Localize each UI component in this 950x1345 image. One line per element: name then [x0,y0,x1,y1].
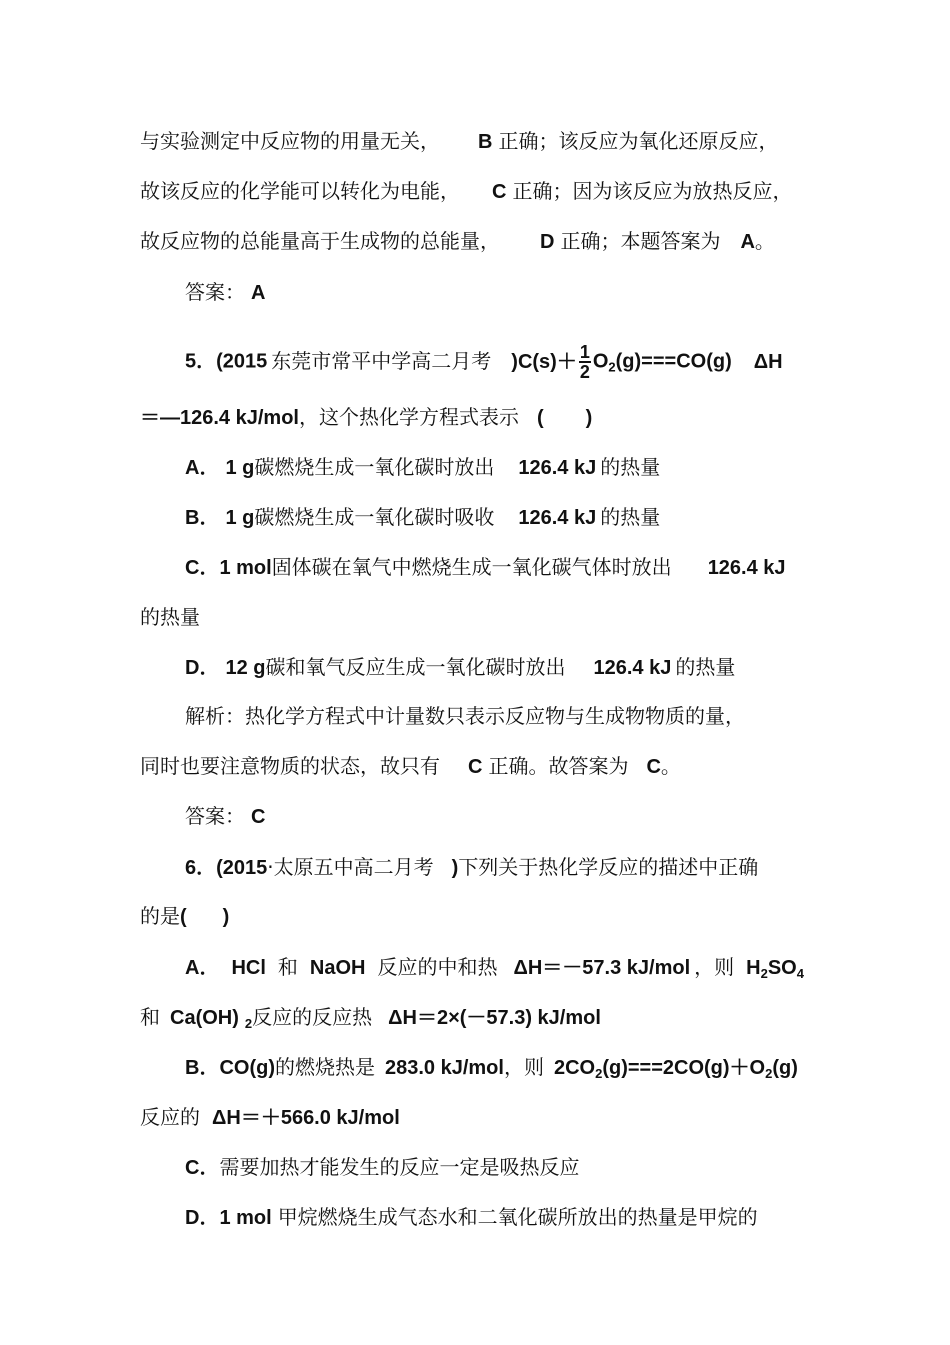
question-5-explanation-cont: 同时也要注意物质的状态，故只有 C 正确。故答案为 C。 [140,754,681,778]
question-6-option-a-cont: 和 Ca(OH) $_2$反应的反应热 ΔH＝2×(－57.3) kJ/mol [140,1005,601,1031]
question-6-option-a: A． HCl 和 NaOH 反应的中和热 ΔH＝－57.3 kJ/mol ，则 $H_2SO_4$ [185,955,804,981]
answer-line: 答案： C [185,804,266,828]
question-5-option-a: A． 1 g碳燃烧生成一氧化碳时放出 126.4 kJ 的热量 [185,455,661,479]
fraction-one-half: $\frac{1}{2}$ [579,342,590,382]
question-6-option-c: C．需要加热才能发生的反应一定是吸热反应 [185,1155,580,1179]
question-5-option-b: B． 1 g碳燃烧生成一氧化碳时吸收 126.4 kJ 的热量 [185,505,661,529]
question-5-stem-cont: ＝—126.4 kJ/mol，这个热化学方程式表示 ( ) [140,405,593,429]
question-6-option-b-cont: 反应的 ΔH＝＋566.0 kJ/mol [140,1105,400,1129]
answer-line: 答案： A [185,280,266,304]
question-6-option-b: B．CO(g)的燃烧热是 283.0 kJ/mol，则 $2CO_2(g)===2CO(g)+O_2(g)$ [185,1055,798,1081]
question-6-stem: 6．(2015·太原五中高二月考 )下列关于热化学反应的描述中正确 [185,855,759,879]
question-6-stem-cont: 的是( ) [140,904,230,928]
question-5-option-c: C．1 mol固体碳在氧气中燃烧生成一氧化碳气体时放出 126.4 kJ [185,555,786,579]
question-5-stem: 5．(2015 东莞市常平中学高二月考 )C(s)＋ $\frac{1}{2}$ $O_2(g)===CO(g)$ ΔH [185,342,783,382]
text-line: 故反应物的总能量高于生成物的总能量， D 正确；本题答案为 A。 [140,229,775,253]
question-5-explanation: 解析：热化学方程式中计量数只表示反应物与生成物物质的量， [185,704,745,728]
question-5-option-c-cont: 的热量 [140,605,200,629]
question-5-option-d: D． 12 g碳和氧气反应生成一氧化碳时放出 126.4 kJ 的热量 [185,655,736,679]
text-line: 故该反应的化学能可以转化为电能， C 正确；因为该反应为放热反应， [140,179,793,203]
text-line: 与实验测定中反应物的用量无关， B 正确；该反应为氧化还原反应， [140,129,779,153]
question-6-option-d: D．1 mol 甲烷燃烧生成气态水和二氧化碳所放出的热量是甲烷的 [185,1205,758,1229]
